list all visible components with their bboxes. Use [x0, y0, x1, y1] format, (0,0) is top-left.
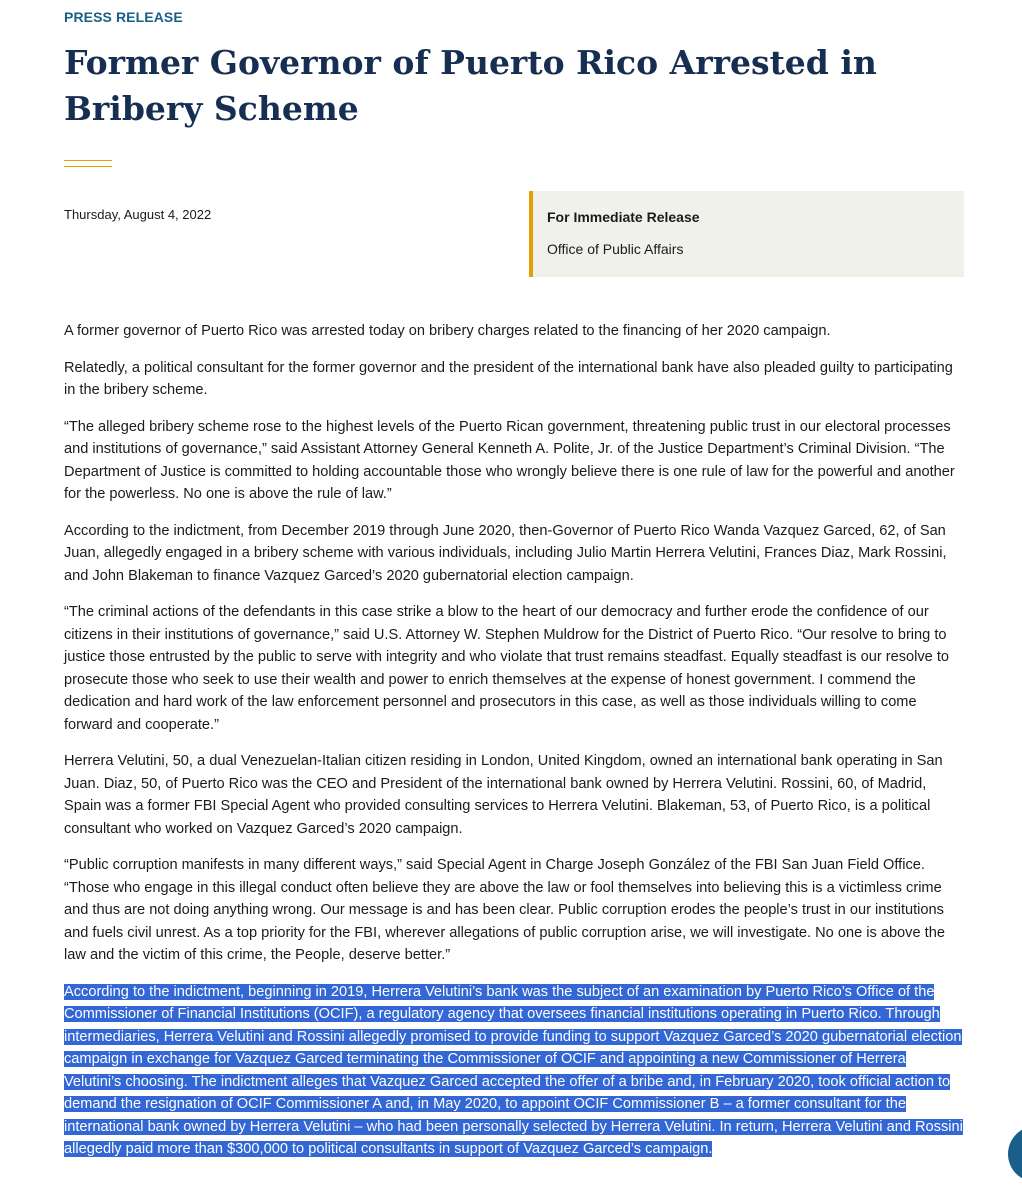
page-title: Former Governor of Puerto Rico Arrested in Bribery Scheme	[64, 43, 877, 128]
floating-action-button[interactable]	[1008, 1126, 1022, 1182]
release-type: For Immediate Release	[547, 209, 700, 225]
text-selection-highlight: According to the indictment, beginning in 2019, Herrera Velutini’s bank was the subject of an examination by Puerto Rico’s Office of the Commissioner of Financial Institutions (OCIF), a regulatory agency that oversees financial institutions operating in Puerto Rico. Through intermediaries, Herrera Velutini and Rossini allegedly promised to provide funding to support Vazquez Garced’s 2020 gubernatorial election campaign in exchange for Vazquez Garced terminating the Commissioner of OCIF and appointing a new Commissioner of Herrera Velutini’s choosing. The indictment alleges that Vazquez Garced accepted the offer of a bribe and, in February 2020, took official action to demand the resignation of OCIF Commissioner A and, in May 2020, to appoint OCIF Commissioner B – a former consultant for the international bank owned by Herrera Velutini – who had been personally selected by Herrera Velutini. In return, Herrera Velutini and Rossini allegedly paid more than $300,000 to political consultants in support of Vazquez Garced’s campaign.	[64, 983, 963, 1157]
release-date: Thursday, August 4, 2022	[64, 207, 212, 222]
article-paragraph: “The criminal actions of the defendants in this case strike a blow to the heart of our democracy and further erode the confidence of our citizens in their institutions of governance,” said U.S. Attorney W. Stephen Muldrow for the District of Puerto Rico. “Our resolve to bring to justice those entrusted by the public to serve with integrity and who violate that trust remains steadfast. Equally steadfast is our resolve to prosecute those who seek to use their wealth and power to enrich themselves at the expense of honest government. I commend the dedication and hard work of the law enforcement personnel and prosecutors in this case, as well as those individuals willing to come forward and cooperate.”	[64, 604, 950, 733]
title-divider-top	[64, 160, 112, 161]
article-paragraph: “The alleged bribery scheme rose to the highest levels of the Puerto Rican government, threatening public trust in our electoral processes and institutions of governance,” said Assistant Attorney General Kenneth A. Polite, Jr. of the Justice Department’s Criminal Division. “The Department of Justice is committed to holding accountable those who wrongly believe there is one rule of law for the powerful and another for the powerless. No one is above the rule of law.”	[64, 418, 955, 502]
article-paragraph-selected	[64, 981, 964, 1161]
release-office: Office of Public Affairs	[547, 241, 684, 257]
article-paragraph: Herrera Velutini, 50, a dual Venezuelan-Italian citizen residing in London, United Kingdom, owned an international bank operating in San Juan. Diaz, 50, of Puerto Rico was the CEO and President of the international bank owned by Herrera Velutini. Rossini, 60, of Madrid, Spain was a former FBI Special Agent who provided consulting services to Herrera Velutini. Blakeman, 53, of Puerto Rico, is a political consultant who worked on Vazquez Garced’s 2020 campaign.	[64, 753, 943, 837]
article-paragraph: According to the indictment, from December 2019 through June 2020, then-Governor of Puerto Rico Wanda Vazquez Garced, 62, of San Juan, allegedly engaged in a bribery scheme with various individuals, including Julio Martin Herrera Velutini, Frances Diaz, Mark Rossini, and John Blakeman to finance Vazquez Garced’s 2020 gubernatorial election campaign.	[64, 522, 947, 584]
article-body	[64, 320, 964, 1175]
title-divider-bottom	[64, 166, 112, 167]
article-paragraph: Relatedly, a political consultant for the former governor and the president of the international bank have also pleaded guilty to participating in the bribery scheme.	[64, 359, 953, 398]
press-release-label: PRESS RELEASE	[64, 9, 183, 25]
article-paragraph: “Public corruption manifests in many different ways,” said Special Agent in Charge Joseph González of the FBI San Juan Field Office. “Those who engage in this illegal conduct often believe they are above the law or fool themselves into believing this is a victimless crime and thus are not doing anything wrong. Our message is and has been clear. Public corruption erodes the people’s trust in our institutions and fuels civil unrest. As a top priority for the FBI, wherever allegations of public corruption arise, we will investigate. No one is above the law and the victim of this crime, the People, deserve better.”	[64, 857, 945, 963]
release-info-box	[529, 191, 964, 277]
article-paragraph: A former governor of Puerto Rico was arrested today on bribery charges related to the financing of her 2020 campaign.	[64, 323, 831, 339]
